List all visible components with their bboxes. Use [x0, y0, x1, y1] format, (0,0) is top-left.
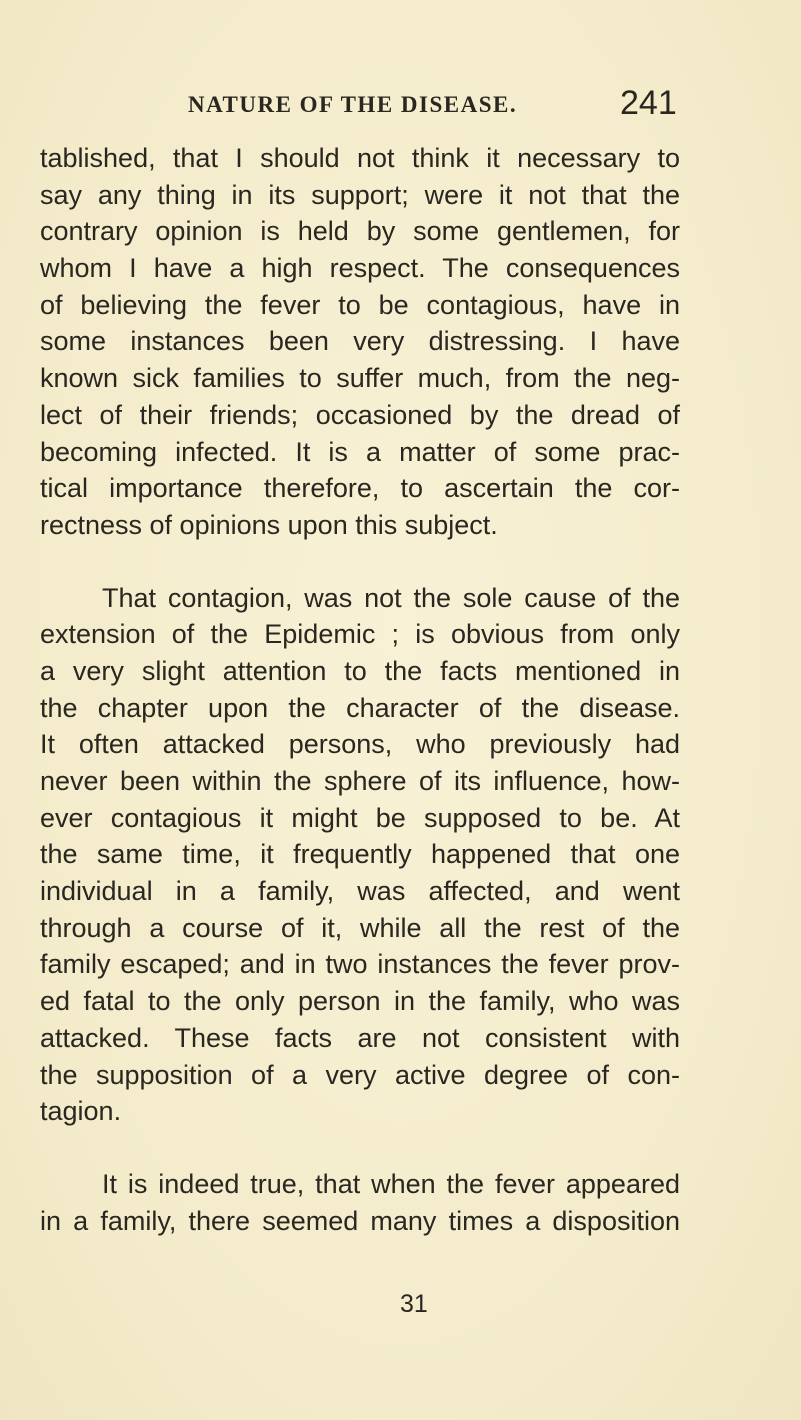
paragraph-gap: [40, 1130, 680, 1166]
text-line: known sick families to suffer much, from the neg-: [40, 363, 680, 394]
text-line: tagion.: [40, 1096, 122, 1127]
text-line: through a course of it, while all the rest of the: [40, 912, 680, 943]
text-line: tablished, that I should not think it necessary to: [40, 143, 680, 173]
text-line: ever contagious it might be supposed to be. At: [40, 802, 680, 833]
text-line: contrary opinion is held by some gentlemen, for: [40, 216, 680, 247]
text-line: whom I have a high respect. The consequences: [40, 253, 680, 284]
text-line: the supposition of a very active degree of con-: [40, 1059, 680, 1090]
text-line: individual in a family, was affected, and went: [40, 876, 680, 907]
text-line: That contagion, was not the sole cause of the: [102, 582, 680, 613]
running-head: NATURE OF THE DISEASE.: [188, 92, 518, 117]
text-line: some instances been very distressing. I have: [40, 326, 680, 357]
signature-mark: 31: [400, 1290, 428, 1318]
text-line: It often attacked persons, who previously had: [40, 729, 680, 760]
text-line: tical importance therefore, to ascertain the cor-: [40, 473, 680, 504]
text-line: extension of the Epidemic ; is obvious from only: [40, 619, 680, 650]
text-line: It is indeed true, that when the fever appeared: [102, 1168, 680, 1199]
page-header: [0, 84, 801, 130]
paragraph-gap: [40, 544, 680, 580]
text-line: rectness of opinions upon this subject.: [40, 509, 498, 540]
text-line: becoming infected. It is a matter of some prac-: [40, 436, 680, 467]
text-line: attacked. These facts are not consistent with: [40, 1022, 680, 1053]
text-line: of believing the fever to be contagious, have in: [40, 289, 680, 320]
text-line: the chapter upon the character of the disease.: [40, 692, 680, 723]
text-line: never been within the sphere of its influence, how-: [40, 766, 680, 796]
text-line: lect of their friends; occasioned by the dread of: [40, 399, 680, 430]
text-line: say any thing in its support; were it not that the: [40, 179, 680, 210]
text-line: the same time, it frequently happened that one: [40, 839, 680, 870]
text-line: in a family, there seemed many times a disposition: [40, 1205, 680, 1236]
text-line: ed fatal to the only person in the family, who was: [40, 986, 680, 1017]
text-line: a very slight attention to the facts mentioned in: [40, 655, 680, 686]
text-line: family escaped; and in two instances the fever prov-: [40, 949, 680, 980]
body-text: [40, 140, 680, 1239]
page-number: 241: [620, 84, 677, 122]
